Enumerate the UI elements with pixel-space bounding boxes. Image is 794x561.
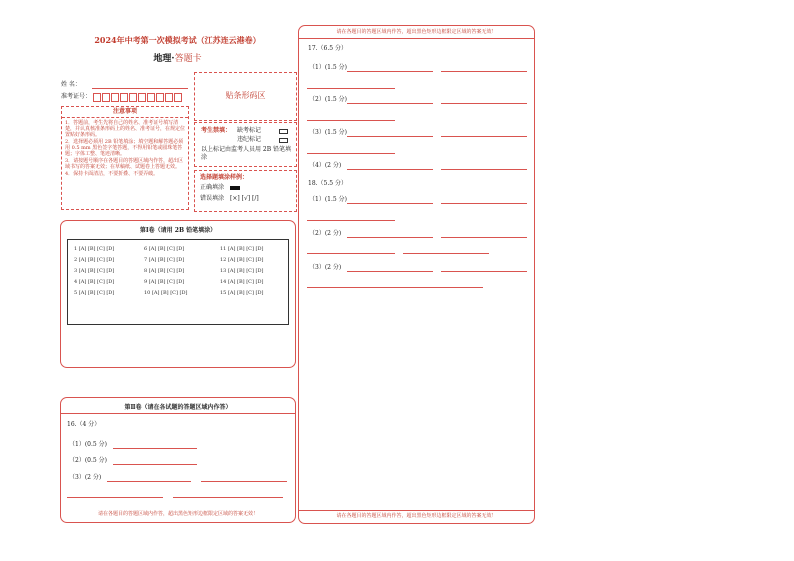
q18-part2-answer-line[interactable] <box>307 253 395 254</box>
bubble-q9[interactable]: 9 [A] [B] [C] [D] <box>144 279 185 285</box>
right-answer-box <box>298 25 535 524</box>
q17-part2-answer-line[interactable] <box>307 120 395 121</box>
subtitle-dot: · <box>171 54 175 64</box>
exam-no-cell[interactable] <box>120 93 128 102</box>
exam-no-cell[interactable] <box>147 93 155 102</box>
q16-title: 16.（4 分） <box>67 421 101 428</box>
exam-no-cell[interactable] <box>102 93 110 102</box>
bubble-q8[interactable]: 8 [A] [B] [C] [D] <box>144 268 185 274</box>
name-label: 姓 名： <box>61 81 81 88</box>
q18-part3-answer-line[interactable] <box>307 287 483 288</box>
q18-part2-answer-line[interactable] <box>347 237 433 238</box>
bubble-q13[interactable]: 13 [A] [B] [C] [D] <box>220 268 264 274</box>
q17-part4-label: （4）(2 分) <box>309 162 342 169</box>
q16-part1-answer-line[interactable] <box>113 448 197 449</box>
bubble-q10[interactable]: 10 [A] [B] [C] [D] <box>144 290 188 296</box>
notice-list <box>65 120 185 177</box>
wrong-fill-label: 错误填涂 <box>200 195 225 202</box>
exam-status-label: 考生禁填： <box>201 127 232 134</box>
q18-part2-answer-line[interactable] <box>441 237 527 238</box>
notice-item: 4．保持卡面清洁，不要折叠、不要弄破。 <box>65 171 159 177</box>
bubble-q6[interactable]: 6 [A] [B] [C] [D] <box>144 246 185 252</box>
q18-title: 18.（5.5 分） <box>308 180 347 187</box>
absent-label: 缺考标记 <box>237 127 262 134</box>
fill-sample-box <box>194 170 297 212</box>
bubble-q7[interactable]: 7 [A] [B] [C] [D] <box>144 257 185 263</box>
bubble-grid <box>67 239 289 325</box>
exam-title: 2024年中考第一次模拟考试（江苏连云港卷） <box>94 35 261 45</box>
q17-part3-answer-line[interactable] <box>307 153 395 154</box>
section1-box <box>60 220 296 368</box>
q18-part3-answer-line[interactable] <box>347 271 433 272</box>
name-field[interactable] <box>92 88 188 89</box>
q18-part3-label: （3）(2 分) <box>309 264 342 271</box>
violation-mark[interactable] <box>279 138 288 143</box>
bubble-q12[interactable]: 12 [A] [B] [C] [D] <box>220 257 264 263</box>
bubble-q3[interactable]: 3 [A] [B] [C] [D] <box>74 268 115 274</box>
status-note: 以上标记由监考人员用 2B 铅笔填涂 <box>201 146 292 161</box>
q17-part1-answer-line[interactable] <box>347 71 433 72</box>
correct-fill-label: 正确填涂 <box>200 184 225 191</box>
bubble-q1[interactable]: 1 [A] [B] [C] [D] <box>74 246 115 252</box>
notice-item: 3．请按题号顺序在各题目的答题区域内作答，超出区域书写的答案无效；在草稿纸、试题卷上答题无效。 <box>65 158 184 170</box>
exam-no-cell[interactable] <box>93 93 101 102</box>
q17-title: 17.（6.5 分） <box>308 45 347 52</box>
bubble-q2[interactable]: 2 [A] [B] [C] [D] <box>74 257 115 263</box>
section1-title: 第Ⅰ卷（请用 2B 铅笔填涂） <box>139 227 217 234</box>
q16-part1-label: （1）(0.5 分) <box>69 441 107 448</box>
q16-part3-label: （3）(2 分) <box>69 474 102 481</box>
card-subtitle <box>60 51 295 64</box>
wrong-fill-marks: [×] [√] [/] <box>230 195 259 202</box>
absent-mark[interactable] <box>279 129 288 134</box>
q17-part4-answer-line[interactable] <box>347 169 433 170</box>
fill-sample-title: 选择题填涂样例： <box>200 174 249 181</box>
q17-part3-answer-line[interactable] <box>347 136 433 137</box>
correct-fill-mark <box>230 186 240 190</box>
q17-part2-label: （2）(1.5 分) <box>309 96 347 103</box>
notice-item: 1．答题前，考生先将自己的姓名、准考证号填写清楚，并认真核准条形码上的姓名、准考证号，在规定位置贴好条形码。 <box>65 120 186 138</box>
q17-part1-label: （1）(1.5 分) <box>309 64 347 71</box>
notice-box <box>61 106 189 210</box>
exam-no-cell[interactable] <box>138 93 146 102</box>
q16-part3-answer-line[interactable] <box>173 497 283 498</box>
q16-part2-answer-line[interactable] <box>113 464 197 465</box>
q18-part3-answer-line[interactable] <box>441 271 527 272</box>
notice-title: 注意事项 <box>112 108 137 115</box>
exam-no-cell[interactable] <box>111 93 119 102</box>
notice-item: 2．选择题必须用 2B 铅笔填涂；填空题和解答题必须用 0.5 mm 黑色签字笔答题，不得用铅笔或圆珠笔答题；字体工整、笔迹清晰。 <box>65 139 184 157</box>
q17-part1-answer-line[interactable] <box>307 88 395 89</box>
q18-part1-answer-line[interactable] <box>347 203 433 204</box>
q18-part1-answer-line[interactable] <box>307 220 395 221</box>
exam-no-cell[interactable] <box>165 93 173 102</box>
card-label: 答题卡 <box>174 54 202 64</box>
exam-status-box <box>194 122 297 167</box>
q17-part3-answer-line[interactable] <box>441 136 527 137</box>
barcode-label: 贴条形码区 <box>225 91 266 100</box>
q18-part2-answer-line[interactable] <box>403 253 489 254</box>
q18-part1-answer-line[interactable] <box>441 203 527 204</box>
q17-part4-answer-line[interactable] <box>441 169 527 170</box>
right-warning-top: 请在各题目的答题区域内作答，超出黑色矩形边框限定区域的答案无效！ <box>336 29 497 35</box>
q16-part3-answer-line[interactable] <box>201 481 287 482</box>
barcode-area <box>194 72 297 121</box>
q17-part1-answer-line[interactable] <box>441 71 527 72</box>
bubble-q14[interactable]: 14 [A] [B] [C] [D] <box>220 279 264 285</box>
q16-part3-answer-line[interactable] <box>67 497 163 498</box>
bubble-q11[interactable]: 11 [A] [B] [C] [D] <box>220 246 264 252</box>
section2-box <box>60 397 296 523</box>
right-warning-bottom: 请在各题目的答题区域内作答，超出黑色矩形边框限定区域的答案无效！ <box>336 513 497 519</box>
exam-no-cell[interactable] <box>174 93 182 102</box>
q18-part1-label: （1）(1.5 分) <box>309 196 347 203</box>
bubble-q5[interactable]: 5 [A] [B] [C] [D] <box>74 290 115 296</box>
q18-part2-label: （2）(2 分) <box>309 230 342 237</box>
section2-title: 第Ⅱ卷（请在各试题的答题区域内作答） <box>124 404 232 411</box>
q17-part2-answer-line[interactable] <box>347 103 433 104</box>
subject-label: 地理 <box>153 54 172 64</box>
exam-no-cell[interactable] <box>156 93 164 102</box>
q16-part3-answer-line[interactable] <box>107 481 191 482</box>
exam-no-cell[interactable] <box>129 93 137 102</box>
bubble-q15[interactable]: 15 [A] [B] [C] [D] <box>220 290 264 296</box>
violation-label: 违纪标记 <box>237 136 262 143</box>
q17-part3-label: （3）(1.5 分) <box>309 129 347 136</box>
bubble-q4[interactable]: 4 [A] [B] [C] [D] <box>74 279 115 285</box>
q17-part2-answer-line[interactable] <box>441 103 527 104</box>
q16-part2-label: （2）(0.5 分) <box>69 457 107 464</box>
exam-no-label: 准考证号： <box>61 93 92 100</box>
section2-warning: 请在各题目的答题区域内作答，超出黑色矩形边框限定区域的答案无效！ <box>97 511 258 517</box>
